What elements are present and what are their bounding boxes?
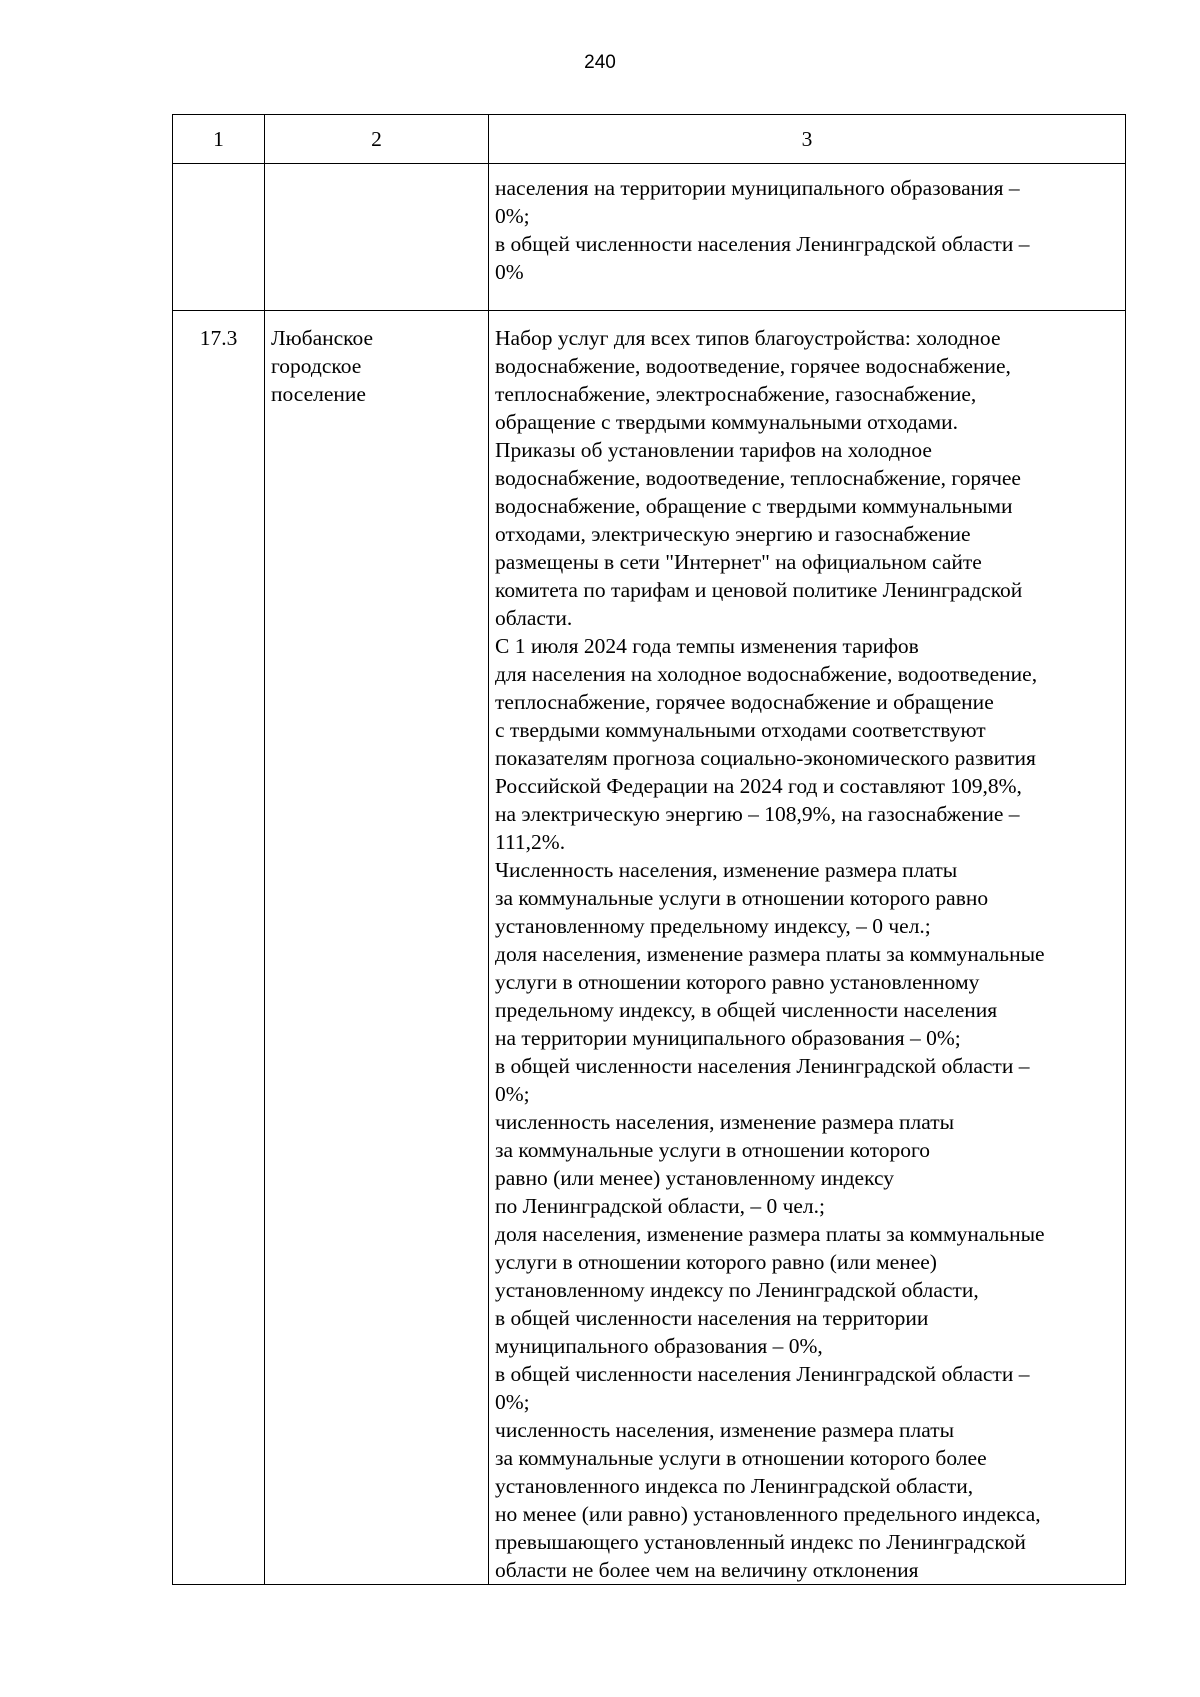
text-line: за коммунальные услуги в отношении которого	[495, 1138, 931, 1162]
tariff-table	[172, 114, 1126, 1585]
text-line: но менее (или равно) установленного предельного индекса,	[495, 1502, 1041, 1526]
text-line: в общей численности населения Ленинградской области –	[495, 1054, 1030, 1078]
text-line: показателям прогноза социально-экономического развития	[495, 746, 1036, 770]
text-line: за коммунальные услуги в отношении которого более	[495, 1446, 987, 1470]
text-line: для населения на холодное водоснабжение, водоотведение,	[495, 662, 1038, 686]
text-line: установленного индекса по Ленинградской области,	[495, 1474, 974, 1498]
header-cell-1: 1	[173, 115, 265, 164]
text-line: Численность населения, изменение размера платы	[495, 858, 958, 882]
text-line: Приказы об установлении тарифов на холодное	[495, 438, 932, 462]
header-cell-3: 3	[489, 115, 1126, 164]
text-line: населения на территории муниципального образования –	[495, 176, 1020, 200]
text-line: 0%;	[495, 204, 530, 228]
text-line: установленному индексу по Ленинградской области,	[495, 1278, 979, 1302]
text-line: на электрическую энергию – 108,9%, на газоснабжение –	[495, 802, 1020, 826]
text-line: водоснабжение, водоотведение, горячее водоснабжение,	[495, 354, 1011, 378]
text-line: водоснабжение, обращение с твердыми коммунальными	[495, 494, 1013, 518]
text-line: 0%;	[495, 1390, 530, 1414]
entry-name-cell	[265, 311, 489, 1585]
name-line: городское	[271, 354, 362, 378]
text-line: 111,2%.	[495, 830, 566, 854]
entry-number-cell: 17.3	[173, 311, 265, 1585]
text-line: теплоснабжение, горячее водоснабжение и обращение	[495, 690, 994, 714]
name-line: поселение	[271, 382, 366, 406]
text-line: комитета по тарифам и ценовой политике Ленинградской	[495, 578, 1023, 602]
text-line: численность населения, изменение размера платы	[495, 1110, 955, 1134]
text-line: доля населения, изменение размера платы за коммунальные	[495, 1222, 1045, 1246]
entry-text-cell	[489, 311, 1126, 1585]
text-line: области не более чем на величину отклонения	[495, 1558, 919, 1582]
text-line: услуги в отношении которого равно установленному	[495, 970, 980, 994]
text-line: за коммунальные услуги в отношении которого равно	[495, 886, 989, 910]
header-cell-2: 2	[265, 115, 489, 164]
text-line: равно (или менее) установленному индексу	[495, 1166, 895, 1190]
text-line: численность населения, изменение размера платы	[495, 1418, 955, 1442]
table-header-row	[173, 115, 1126, 164]
text-line: 0%	[495, 260, 524, 284]
continuation-number-cell	[173, 164, 265, 311]
page-number: 240	[584, 52, 616, 73]
text-line: установленному предельному индексу, – 0 чел.;	[495, 914, 931, 938]
text-line: обращение с твердыми коммунальными отходами.	[495, 410, 958, 434]
text-line: 0%;	[495, 1082, 530, 1106]
text-line: предельному индексу, в общей численности населения	[495, 998, 998, 1022]
entry-row-17-3	[173, 311, 1126, 1585]
name-line: Любанское	[271, 326, 374, 350]
text-line: Набор услуг для всех типов благоустройства: холодное	[495, 326, 1001, 350]
text-line: области.	[495, 606, 573, 630]
text-line: водоснабжение, водоотведение, теплоснабжение, горячее	[495, 466, 1021, 490]
text-line: Российской Федерации на 2024 год и составляют 109,8%,	[495, 774, 1022, 798]
text-line: С 1 июля 2024 года темпы изменения тарифов	[495, 634, 919, 658]
text-line: в общей численности населения Ленинградской области –	[495, 232, 1030, 256]
text-line: размещены в сети "Интернет" на официальном сайте	[495, 550, 982, 574]
text-line: в общей численности населения Ленинградской области –	[495, 1362, 1030, 1386]
text-line: на территории муниципального образования – 0%;	[495, 1026, 961, 1050]
text-line: услуги в отношении которого равно (или менее)	[495, 1250, 937, 1274]
text-line: с твердыми коммунальными отходами соответствуют	[495, 718, 986, 742]
text-line: доля населения, изменение размера платы за коммунальные	[495, 942, 1045, 966]
text-line: превышающего установленный индекс по Ленинградской	[495, 1530, 1026, 1554]
continuation-text-cell	[489, 164, 1126, 311]
text-line: по Ленинградской области, – 0 чел.;	[495, 1194, 826, 1218]
continuation-name-cell	[265, 164, 489, 311]
text-line: отходами, электрическую энергию и газоснабжение	[495, 522, 971, 546]
text-line: теплоснабжение, электроснабжение, газоснабжение,	[495, 382, 977, 406]
text-line: муниципального образования – 0%,	[495, 1334, 823, 1358]
text-line: в общей численности населения на территории	[495, 1306, 929, 1330]
continuation-row	[173, 164, 1126, 311]
